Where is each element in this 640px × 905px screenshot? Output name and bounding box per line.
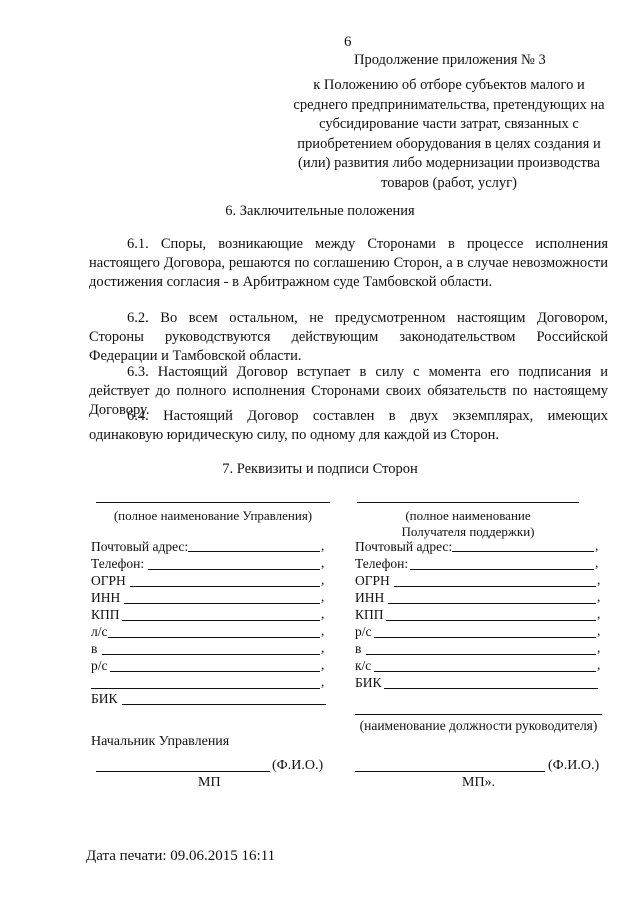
right-field-bank: в <box>355 641 362 656</box>
right-phone-line[interactable] <box>410 569 594 570</box>
paragraph-text: 6.1. Споры, возникающие между Сторонами в процессе исполнения настоящего Договора, решаются по соглашению Сторон, а в случае невозможности достижения согласия - в Арбитражном суде Тамбовской области. <box>89 236 608 290</box>
left-kpp-line[interactable] <box>122 620 320 621</box>
right-field-rs: р/с <box>355 624 372 639</box>
left-field-bank: в <box>91 641 98 656</box>
paragraph-text: 6.3. Настоящий Договор вступает в силу с момента его подписания и действует до полного исполнения Сторонами своих обязательств по настоящему Договору. <box>89 364 608 418</box>
subtitle-line: к Положению об отборе субъектов малого и <box>313 77 585 93</box>
left-signer-title: Начальник Управления <box>91 734 230 749</box>
right-position-caption: (наименование должности руководителя) <box>359 718 598 733</box>
paragraph-6-2 <box>89 309 608 366</box>
right-field-inn: ИНН <box>355 590 385 605</box>
right-inn-line[interactable] <box>388 603 596 604</box>
left-bik-line[interactable] <box>122 704 326 705</box>
right-bank-line[interactable] <box>366 654 596 655</box>
left-stamp: МП <box>198 775 221 790</box>
right-caption-1: (полное наименование <box>405 508 531 523</box>
right-fio-label: (Ф.И.О.) <box>548 758 600 773</box>
paragraph-text: 6.4. Настоящий Договор составлен в двух экземплярах, имеющих одинаковую юридическую силу, по одному для каждой из Сторон. <box>89 408 608 443</box>
paragraph-6-4 <box>89 407 608 445</box>
right-field-postal: Почтовый адрес: <box>355 539 453 554</box>
right-field-kpp: КПП <box>355 607 384 622</box>
right-position-line[interactable] <box>355 714 602 715</box>
right-rs-line[interactable] <box>374 637 596 638</box>
right-kpp-line[interactable] <box>386 620 596 621</box>
subtitle-line: субсидирование части затрат, связанных с <box>319 116 579 133</box>
right-field-ogrn: ОГРН <box>355 573 390 588</box>
right-bik-line[interactable] <box>384 688 598 689</box>
left-extra-line[interactable] <box>91 688 320 689</box>
paragraph-6-1 <box>89 235 608 292</box>
left-field-phone: Телефон: <box>91 556 145 571</box>
left-field-ls: л/с <box>91 624 108 639</box>
right-stamp: МП». <box>462 775 496 790</box>
left-bank-line[interactable] <box>102 654 320 655</box>
right-field-ks: к/с <box>355 658 372 673</box>
subtitle-line: (или) развития либо модернизации производства <box>298 155 600 172</box>
right-name-line[interactable] <box>357 502 579 503</box>
left-phone-line[interactable] <box>148 569 320 570</box>
page-number: 6 <box>344 34 352 50</box>
right-ks-line[interactable] <box>374 671 596 672</box>
right-ogrn-line[interactable] <box>394 586 596 587</box>
section-7-title: 7. Реквизиты и подписи Сторон <box>222 461 418 477</box>
left-field-kpp: КПП <box>91 607 120 622</box>
left-signature-line[interactable] <box>96 771 270 772</box>
left-field-inn: ИНН <box>91 590 121 605</box>
left-field-bik: БИК <box>91 691 118 706</box>
left-field-rs: р/с <box>91 658 108 673</box>
print-date: Дата печати: 09.06.2015 16:11 <box>86 848 276 864</box>
left-name-line[interactable] <box>96 502 330 503</box>
right-signature-line[interactable] <box>355 771 545 772</box>
left-postal-line[interactable] <box>188 551 320 552</box>
left-ls-line[interactable] <box>108 637 320 638</box>
left-rs-line[interactable] <box>110 671 320 672</box>
left-ogrn-line[interactable] <box>130 586 320 587</box>
left-fio-label: (Ф.И.О.) <box>272 758 324 773</box>
left-inn-line[interactable] <box>124 603 320 604</box>
subtitle-line: приобретением оборудования в целях создания и <box>297 135 601 152</box>
paragraph-text: 6.2. Во всем остальном, не предусмотренном настоящим Договором, Стороны руководствуются действующим законодательством Российской Федерации и Тамбовской области. <box>89 310 608 364</box>
appendix-continuation: Продолжение приложения № 3 <box>354 52 546 68</box>
left-field-postal: Почтовый адрес: <box>91 539 189 554</box>
right-postal-line[interactable] <box>452 551 594 552</box>
right-caption-2: Получателя поддержки) <box>401 524 535 539</box>
subtitle-line: товаров (работ, услуг) <box>381 174 517 191</box>
subtitle-line: среднего предпринимательства, претендующих на <box>293 96 605 113</box>
right-field-phone: Телефон: <box>355 556 409 571</box>
section-6-title: 6. Заключительные положения <box>225 203 415 219</box>
left-caption: (полное наименование Управления) <box>113 508 313 523</box>
appendix-subtitle <box>290 76 608 194</box>
left-field-ogrn: ОГРН <box>91 573 126 588</box>
right-field-bik: БИК <box>355 675 382 690</box>
